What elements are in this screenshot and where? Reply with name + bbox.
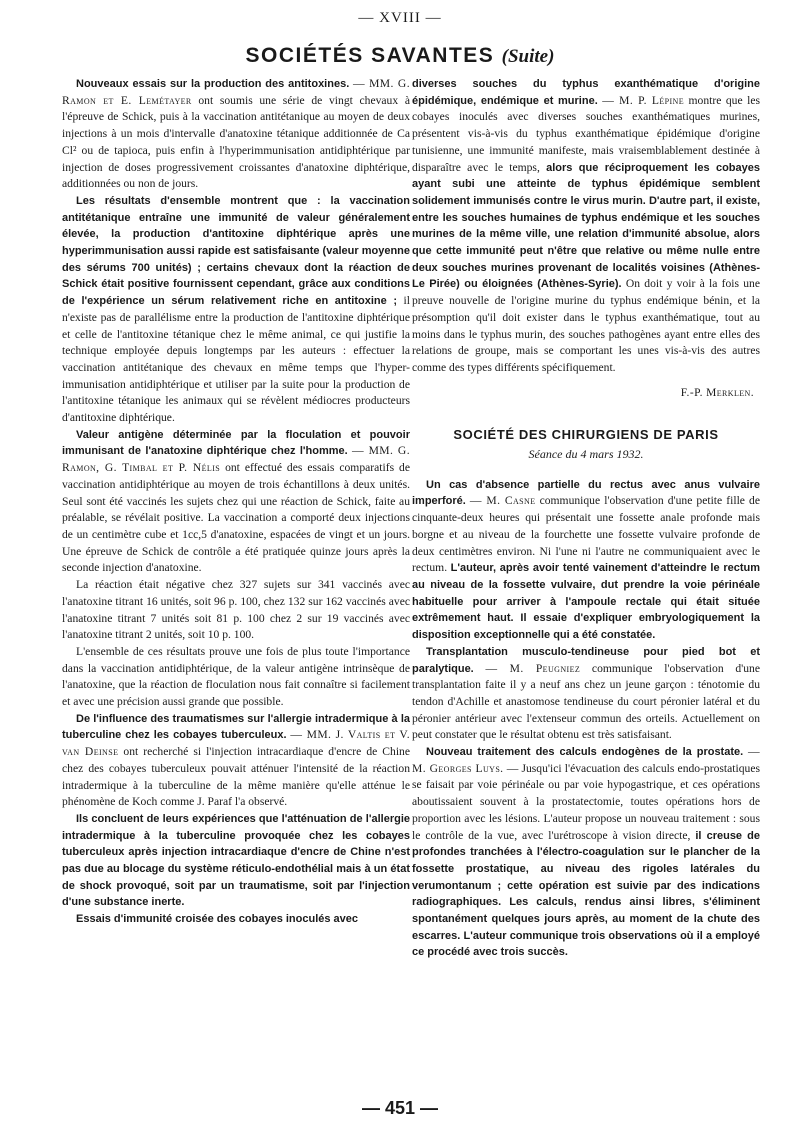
section-date: Séance du 4 mars 1932. xyxy=(528,447,644,462)
article-authors: — MM. G. Ramon et E. Lemétayer xyxy=(62,77,410,107)
article-heading: Essais d'immunité croisée des cobayes inoculés avec xyxy=(76,913,359,926)
article-antitoxines xyxy=(62,76,410,193)
article-body-bold: alors que réciproquement les cobayes ayant subi une atteinte de typhus épidémique semblent solidement immunisés contre le virus murin. D'autre part, il existe, entre les souches humaines de typhus endémique et les souches murines de la même ville, une relation d'immunité absolue, alors que cette immunité peut n'être que relative ou même nulle entre deux souches murines provenant de localités voisines (Athènes-Le Pirée) ou éloignées (Athènes-Syrie). xyxy=(412,161,760,291)
article-heading: Nouveaux essais sur la production des antitoxines. xyxy=(76,78,350,90)
article-body-bold: il creuse de profondes tranchées à l'électro-coagulation sur le plancher de la fossette prostatique, au niveau des rigoles latérales du verumontanum ; cette opération est suivie par des indications radiographiques. Les calculs, rendus ainsi libres, s'éliminent spontanément quelques jours après, au moment de la chute des escarres. L'auteur communique trois observations où il a employé ce procédé avec trois succès. xyxy=(412,829,760,959)
page-title xyxy=(0,44,800,68)
article-body: communique l'observation d'une petite fille de cinquante-deux heures qui présentait une fossette anale profonde mais borgne et au niveau de la fourchette une fossette vulvaire profonde de deux centimètres environ. Ni l'une ni l'autre ne communiquaient avec le rectum. xyxy=(412,494,760,575)
article-body: ont effectué des essais comparatifs de vaccination antidiphtérique au moyen de trois échantillons à deux unités. Seul sont été vaccinés les sujets chez qui une réaction de Schick, faite au préalable, se révélait positive. La vaccination a comporté deux injections de un centimètre cube et 1cc,5 d'anatoxine, espacées de vingt et un jours. Une épreuve de Schick de contrôle a été pratiquée quinze jours après la seconde injection d'anatoxine. xyxy=(62,461,410,575)
article-body: ont soumis une série de vingt chevaux à l'épreuve de Schick, puis à la vaccination antitétanique au moyen de deux injections à un mois d'intervalle d'anatoxine tétanique additionnée de Ca Cl² ou de tapioca, puis enfin à l'hyperimmunisation antidiphtérique par injection de doses progressivement croissantes d'anatoxine diphtérique, additionnées ou non de jours. xyxy=(62,93,410,191)
signature: F.-P. Merklen. xyxy=(680,386,754,399)
article-heading: De l'influence des traumatismes sur l'allergie intradermique à la tuberculine chez les cobayes tuberculeux. xyxy=(62,712,410,742)
article-heading: Nouveau traitement des calculs endogènes de la prostate. xyxy=(426,746,744,759)
page-number: — 451 — xyxy=(361,1098,439,1118)
paragraph-bold: Ils concluent de leurs expériences que l'atténuation de l'allergie intradermique à la tuberculine provoquée chez les cobayes tuberculeux après injection intracardiaque d'encre de Chine n'est pas due au blocage du système réticulo-endothélial mais à un état de shock provoqué, soit par un traumatisme, soit par l'injection d'une substance inerte. xyxy=(62,812,410,909)
article-body-bold: L'auteur, après avoir tenté vainement d'atteindre le rectum au niveau de la fossette vulvaire, dut prendre la voie périnéale habituelle pour arriver à l'ampoule rectale qui était située extrêmement haut. Il essaie d'expliquer embryologiquement la disposition exceptionnelle qui a été constatée. xyxy=(412,562,760,642)
article-authors: — MM. G. Ramon, G. Timbal et P. Nélis xyxy=(62,444,410,475)
article-body: communique l'observation d'une transplantation faite il y a neuf ans chez un jeune garçon : ténotomie du tendon d'Achille et anastomose tendineuse du court péronier latéral et du péronier antérieur avec l'extenseur commun des orteils. Actuellement on peut constater que le résultat obtenu est très satisfaisant. xyxy=(412,661,760,742)
article-immunite-croisee-cont xyxy=(412,76,760,377)
article-transplantation xyxy=(412,644,760,744)
article-body: On doit y voir à la fois une preuve nouvelle de l'origine murine du typhus endémique bénin, et la présomption qu'il doit exister dans le typhus exanthématique, tout au moins dans le typhus murin, des souches pathogènes ayant entre elles des relations de groupe, mais se comportant les unes vis-à-vis des autres comme des types différents spécifiquement. xyxy=(412,277,760,374)
page-title-suffix: (Suite) xyxy=(501,46,555,67)
section-title: SOCIÉTÉ DES CHIRURGIENS DE PARIS xyxy=(453,427,719,443)
article-traumatismes xyxy=(62,711,410,811)
article-heading: Transplantation musculo-tendineuse pour pied bot et paralytique. xyxy=(412,645,760,675)
article-body: ont recherché si l'injection intracardiaque d'encre de Chine chez des cobayes tuberculeux pouvait atténuer l'intensité de la réaction intradermique à la tuberculine de la même manière qu'elle atténue le phénomène de Koch comme J. Paraf l'a observé. xyxy=(62,745,410,809)
paragraph-bold-text: Les résultats d'ensemble montrent que : la vaccination antitétanique entraîne une immunité de valeur généralement élevée, la production d'antitoxine diphtérique après une hyperimmunisation aussi rapide est satisfaisante (valeur moyenne des sérums 700 unités) ; certains chevaux dont la réaction de Schick était positive fournissent cependant, grâce aux conditions de l'expérience un sérum relativement riche en antitoxine ; xyxy=(62,194,410,308)
right-column xyxy=(412,76,760,1091)
article-calculs-prostate xyxy=(412,744,760,961)
article-authors: — M. Peugniez xyxy=(485,661,581,675)
article-heading: Valeur antigène déterminée par la floculation et pouvoir immunisant de l'anatoxine diphtérique chez l'homme. xyxy=(62,428,410,458)
article-authors: — MM. J. Valtis et V. van Deinse xyxy=(62,728,410,759)
article-valeur-antigene xyxy=(62,427,410,577)
article-authors: — M. Georges Luys. xyxy=(412,745,760,775)
paragraph: La réaction était négative chez 327 sujets sur 341 vaccinés avec l'anatoxine titrant 16 unités, soit 96 p. 100, chez 132 sur 162 vaccinés avec l'anatoxine titrant 7 unités soit 81 p. 100 chez 2 sur 19 vaccinés avec l'anatoxine titrant 2 unités, soit 10 p. 100. xyxy=(62,578,410,642)
article-heading: Un cas d'absence partielle du rectus avec anus vulvaire imperforé. xyxy=(412,478,760,508)
article-authors: — M. P. Lépine xyxy=(602,93,684,107)
article-heading: diverses souches du typhus exanthématique d'origine épidémique, endémique et murine. xyxy=(412,78,760,107)
article-absence-rectus xyxy=(412,477,760,644)
paragraph xyxy=(62,193,410,427)
paragraph: L'ensemble de ces résultats prouve une fois de plus toute l'importance dans la vaccination antidiphtérique, de la valeur antigène intrinsèque de l'anatoxine, que la réaction de floculation nous fait connaître si facilement et avec une précision aussi grande que possible. xyxy=(62,644,410,709)
article-body: montre que les cobayes inoculés avec diverses souches exanthématiques murines, présentent vis-à-vis du typhus exanthématique épidémique d'origine tunisienne, une immunité manifeste, mais vraisemblablement destinée à disparaître avec le temps, xyxy=(412,93,760,174)
page-title-text: SOCIÉTÉS SAVANTES xyxy=(245,44,495,67)
article-immunite-croisee-start xyxy=(62,911,410,928)
article-body: — Jusqu'ici l'évacuation des calculs endo-prostatiques se faisait par voie périnéale ou par voie hypogastrique, et ces opérations aboutissaient souvent à la prostatectomie, toutes opérations hors de proportion avec les lésions. L'auteur propose un nouveau traitement : sous le contrôle de la vue, avec l'urétroscope à vision directe, xyxy=(412,761,760,842)
left-column xyxy=(62,76,410,1091)
page-roman-numeral: — XVIII — xyxy=(358,10,442,26)
article-authors: — M. Casne xyxy=(469,494,536,508)
paragraph-text: il n'existe pas de parallélisme entre la production de l'antitoxine diphtérique et celle de l'antitoxine tétanique chez le même animal, ce qui justifie la technique employée depuis longtemps par les auteurs : effectuer la vaccination antitétanique des chevaux en même temps que l'hyper-immunisation antidiphtérique et utiliser par la suite pour la production de l'antitoxine tétanique les animaux qui se révèlent médiocres producteurs d'antitoxine diphtérique. xyxy=(62,294,410,425)
